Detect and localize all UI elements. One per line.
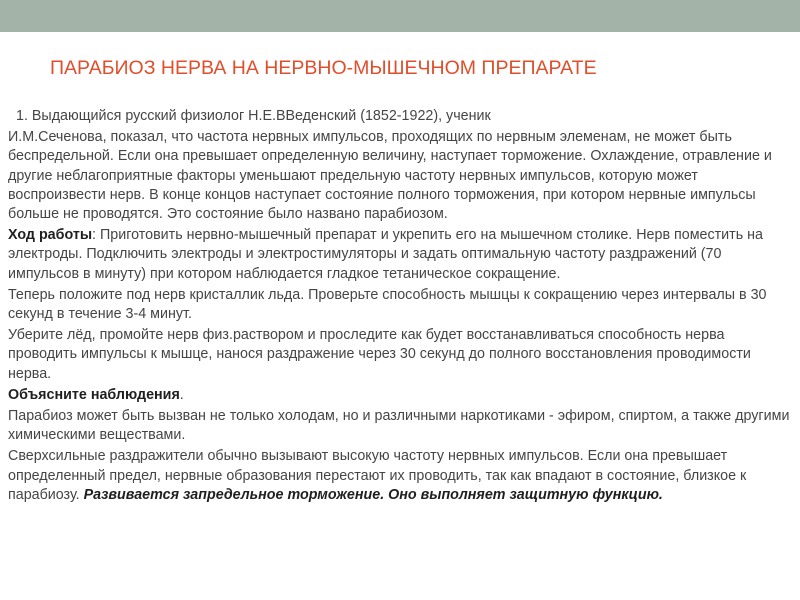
procedure-text: : Приготовить нервно-мышечный препарат и укрепить его на мышечном столике. Нерв поместить на электроды. Подключить электроды и электростимуляторы и задать оптимальную частоту раздражений (70 импульсов в минуту) при котором наблюдается гладкое тетаническое сокращение. (8, 227, 763, 282)
paragraph-recovery-step: Уберите лёд, промойте нерв физ.раствором и проследите как будет восстанавливаться способность нерва проводить импульсы к мышце, нанося раздражение через 30 секунд до полного восстановления проводимости нерва. (8, 327, 751, 382)
explain-tail: . (179, 386, 184, 403)
procedure-label: Ход работы (8, 227, 93, 244)
paragraph-ice-step: Теперь положите под нерв кристаллик льда. Проверьте способность мышцы к сокращению через интервалы в 30 секунд в течение 3-4 минут. (8, 286, 767, 323)
paragraph-causes: Парабиоз может быть вызван не только холодам, но и различными наркотиками - эфиром, спиртом, а также другими химическими веществами. (8, 408, 790, 444)
paragraph-explain (8, 386, 792, 405)
slide-title: ПАРАБИОЗ НЕРВА НА НЕРВНО-МЫШЕЧНОМ ПРЕПАРАТЕ (50, 57, 597, 79)
paragraph-conclusion (8, 447, 792, 505)
paragraph-procedure (8, 226, 792, 284)
conclusion-emphasis: Развивается запредельное торможение. Оно выполняет защитную функцию. (83, 486, 663, 503)
top-header-bar (0, 0, 800, 32)
slide-body (8, 107, 792, 507)
explain-label: Объясните наблюдения (8, 386, 180, 403)
paragraph-intro: 1. Выдающийся русский физиолог Н.Е.ВВеденский (1852-1922), ученик (16, 108, 491, 124)
paragraph-definition: И.М.Сеченова, показал, что частота нервных импульсов, проходящих по нервным элеменам, не может быть беспредельной. Если она превышает определенную величину, наступает торможение. Охлаждение, отравление и другие неблагоприятные факторы уменьшают предельную частоту нервных импульсов, которую может воспроизвести нерв. В конце концов наступает состояние полного торможения, при котором нервные импульсы больше не проводятся. Это состояние было названо парабиозом. (8, 129, 772, 223)
conclusion-text: Сверхсильные раздражители обычно вызывают высокую частоту нервных импульсов. Если она превышает определенный предел, нервные образования перестают их проводить, так как впадают в состояние, близкое к парабиозу. (8, 448, 747, 503)
